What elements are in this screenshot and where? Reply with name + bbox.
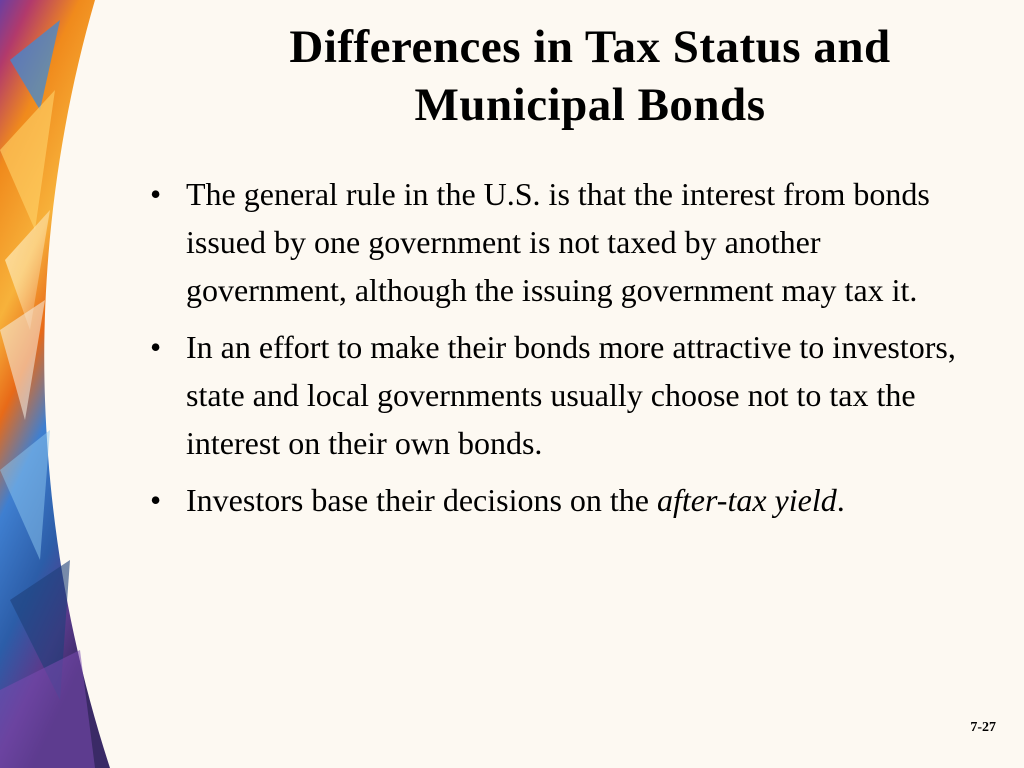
page-number: 7-27 xyxy=(970,720,996,735)
bullet-marker: • xyxy=(150,176,162,212)
bullet-item xyxy=(140,323,960,467)
bullet-list xyxy=(140,170,960,533)
bullet-text: Investors base their decisions on the xyxy=(186,482,657,518)
bullet-marker: • xyxy=(150,482,162,518)
bullet-text: The general rule in the U.S. is that the interest from bonds issued by one government is not taxed by another government, although the issuing government may tax it. xyxy=(186,176,930,308)
bullet-suffix: . xyxy=(836,482,845,518)
slide-title-line-2: Municipal Bonds xyxy=(414,79,766,131)
bullet-emphasis: after-tax yield xyxy=(657,482,837,518)
decorative-side-art xyxy=(0,0,150,768)
bullet-text: In an effort to make their bonds more attractive to investors, state and local governments usually choose not to tax the interest on their own bonds. xyxy=(186,329,956,461)
bullet-item xyxy=(140,170,960,314)
bullet-item xyxy=(140,476,960,524)
slide-title-line-1: Differences in Tax Status and xyxy=(289,21,891,73)
bullet-marker: • xyxy=(150,329,162,365)
slide-title xyxy=(150,18,1024,134)
